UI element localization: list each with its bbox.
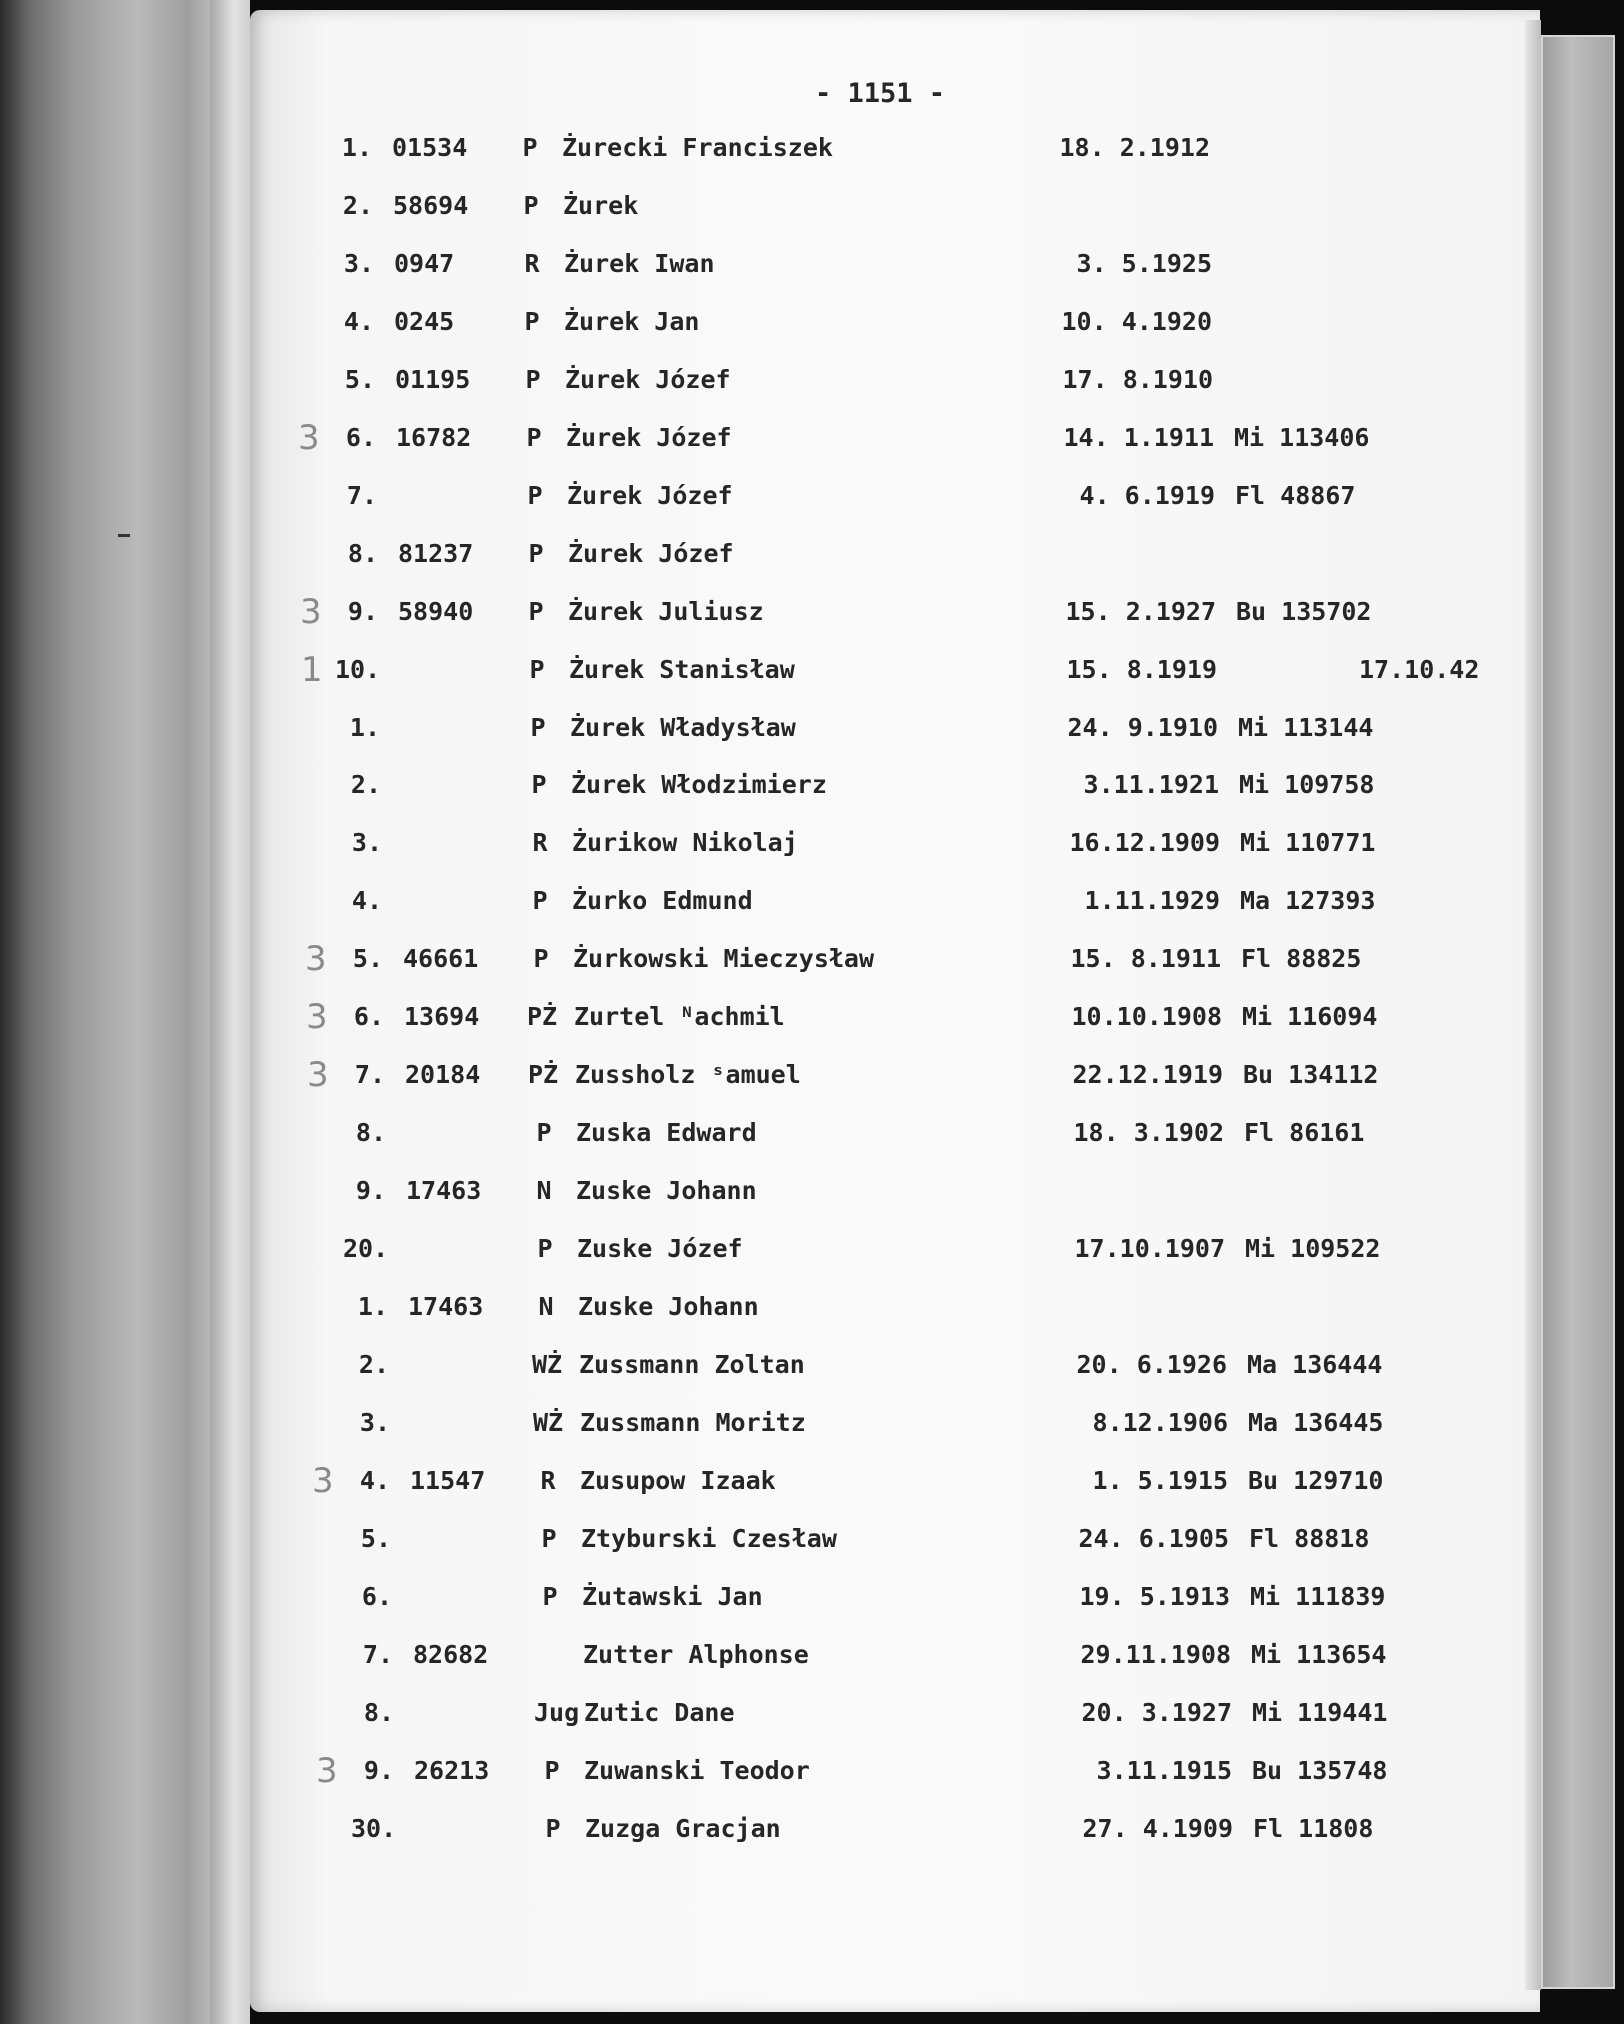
row-number: 2. <box>342 190 373 220</box>
reference-code: Bu 134112 <box>1243 1060 1379 1090</box>
nationality-code: P <box>531 770 547 800</box>
register-row <box>3 360 1624 400</box>
register-row <box>5 476 1624 516</box>
person-name: Zusupow Izaak <box>580 1465 776 1495</box>
register-number: 01195 <box>395 364 471 394</box>
register-number: 82682 <box>413 1639 489 1669</box>
person-name: Zuske Józef <box>577 1234 743 1264</box>
birth-date: 20. 3.1927 <box>1081 1697 1232 1727</box>
nationality-code: N <box>538 1292 554 1321</box>
row-number: 2. <box>350 770 381 800</box>
birth-date: 8.12.1906 <box>1092 1407 1228 1437</box>
register-row <box>1 186 1624 226</box>
birth-date: 3.11.1921 <box>1083 770 1219 800</box>
person-name: Zuwanski Teodor <box>584 1755 810 1785</box>
register-row <box>6 592 1624 632</box>
register-row <box>2 244 1624 284</box>
row-number: 8. <box>355 1118 386 1148</box>
reference-code: Mi 113406 <box>1234 422 1370 452</box>
register-row <box>19 1519 1624 1559</box>
register-number: 13694 <box>404 1002 480 1032</box>
register-row <box>23 1809 1624 1849</box>
register-row <box>14 1113 1624 1153</box>
nationality-code: P <box>524 306 540 336</box>
birth-date: 22.12.1919 <box>1072 1060 1223 1090</box>
person-name: Zurtel ᴺachmil <box>574 1002 785 1032</box>
reference-code: Bu 135702 <box>1236 596 1372 626</box>
birth-date: 24. 6.1905 <box>1078 1523 1229 1553</box>
nationality-code: P <box>528 596 544 626</box>
nationality-code: P <box>528 538 544 568</box>
reference-code: Mi 119441 <box>1252 1697 1388 1727</box>
birth-date: 4. 6.1919 <box>1079 480 1215 510</box>
nationality-code: P <box>526 422 542 452</box>
handwritten-mark: 3 <box>307 1055 329 1096</box>
register-row <box>15 1229 1624 1269</box>
reference-code: Fl 86161 <box>1244 1118 1365 1148</box>
register-number: 11547 <box>410 1465 486 1495</box>
person-name: Żurek <box>563 190 639 220</box>
register-row <box>13 1055 1624 1095</box>
person-name: Zuske Johann <box>576 1176 757 1206</box>
row-number: 6. <box>345 422 376 452</box>
nationality-code: N <box>536 1176 552 1206</box>
register-row <box>10 881 1624 921</box>
person-name: Żurecki Franciszek <box>562 133 833 162</box>
reference-code: Bu 135748 <box>1252 1755 1388 1785</box>
row-number: 30. <box>351 1813 397 1843</box>
reference-code: Mi 110771 <box>1240 828 1376 858</box>
row-number: 7. <box>354 1060 385 1090</box>
row-number: 5. <box>344 364 375 394</box>
person-name: Żurikow Nikolaj <box>572 828 798 858</box>
reference-code: Mi 113654 <box>1251 1639 1387 1669</box>
birth-date: 3.11.1915 <box>1096 1755 1232 1785</box>
reference-code: Mi 109522 <box>1245 1234 1381 1264</box>
register-number: 46661 <box>403 944 479 974</box>
person-name: Żurek Włodzimierz <box>571 770 827 800</box>
birth-date: 27. 4.1909 <box>1082 1813 1233 1843</box>
register-number: 16782 <box>396 422 472 452</box>
handwritten-mark: 1 <box>301 649 323 690</box>
reference-code: Mi 111839 <box>1250 1581 1386 1611</box>
row-number: 5. <box>360 1523 391 1553</box>
reference-code: Fl 11808 <box>1253 1813 1374 1843</box>
person-name: Żurek Iwan <box>564 248 715 278</box>
birth-date: 15. 8.1919 <box>1066 654 1217 684</box>
nationality-code: Jug <box>534 1697 580 1727</box>
handwritten-mark: 3 <box>298 417 320 458</box>
birth-date: 10. 4.1920 <box>1061 306 1212 336</box>
birth-date: 18. 2.1912 <box>1059 133 1210 162</box>
birth-date: 24. 9.1910 <box>1067 712 1218 742</box>
nationality-code: WŻ <box>532 1407 564 1437</box>
row-number: 4. <box>351 886 382 916</box>
nationality-code: P <box>533 944 549 974</box>
register-number: 17463 <box>408 1292 484 1321</box>
handwritten-mark: 3 <box>305 939 327 980</box>
register-row <box>4 418 1624 458</box>
person-name: Żurek Stanisław <box>569 654 795 684</box>
birth-date: 15. 2.1927 <box>1065 596 1216 626</box>
reference-code: Fl 88825 <box>1241 944 1362 974</box>
page-number: - 1151 - <box>814 78 946 109</box>
row-number: 9. <box>347 596 378 626</box>
reference-code: Ma 136445 <box>1248 1407 1384 1437</box>
birth-date: 17. 8.1910 <box>1062 364 1213 394</box>
register-number: 0947 <box>394 248 455 278</box>
nationality-code: P <box>522 133 538 162</box>
row-number: 8. <box>347 538 378 568</box>
person-name: Zussmann Zoltan <box>579 1349 805 1379</box>
register-number: 26213 <box>414 1755 490 1785</box>
register-row <box>14 1171 1624 1211</box>
row-number: 10. <box>335 654 381 684</box>
row-number: 20. <box>343 1234 389 1264</box>
person-name: Żurek Józef <box>568 538 734 568</box>
reference-code: Mi 109758 <box>1239 770 1375 800</box>
birth-date: 1.11.1929 <box>1084 886 1220 916</box>
birth-date: 1. 5.1915 <box>1092 1465 1228 1495</box>
register-row <box>8 708 1624 748</box>
person-name: Żurek Jan <box>564 306 700 336</box>
nationality-code: P <box>523 190 539 220</box>
register-row <box>22 1693 1624 1733</box>
person-name: Ztyburski Czesław <box>581 1523 837 1553</box>
register-row <box>18 1403 1624 1443</box>
register-number: 17463 <box>406 1176 482 1206</box>
row-number: 6. <box>353 1002 384 1032</box>
register-row <box>10 823 1624 863</box>
register-row <box>6 534 1624 574</box>
row-number: 1. <box>341 133 372 162</box>
birth-date: 15. 8.1911 <box>1070 944 1221 974</box>
register-row <box>20 1577 1624 1617</box>
register-row <box>17 1345 1624 1385</box>
reference-code: Ma 136444 <box>1247 1349 1383 1379</box>
person-name: Zutter Alphonse <box>583 1639 809 1669</box>
nationality-code: P <box>544 1755 560 1785</box>
person-name: Zuske Johann <box>578 1292 759 1321</box>
row-number: 4. <box>359 1465 390 1495</box>
birth-date: 14. 1.1911 <box>1063 422 1214 452</box>
register-row <box>21 1635 1624 1675</box>
extra-date: 17.10.42 <box>1359 654 1480 684</box>
nationality-code: P <box>537 1234 553 1264</box>
row-number: 3. <box>343 248 374 278</box>
person-name: Żurek Juliusz <box>568 596 764 626</box>
person-name: Żurek Józef <box>565 364 731 394</box>
handwritten-mark: 3 <box>312 1460 334 1501</box>
person-name: Żutawski Jan <box>582 1581 763 1611</box>
nationality-code: R <box>532 828 548 858</box>
row-number: 9. <box>355 1176 386 1206</box>
nationality-code: P <box>525 364 541 394</box>
row-number: 8. <box>363 1697 394 1727</box>
register-number: 01534 <box>392 133 468 162</box>
person-name: Zuska Edward <box>576 1118 757 1148</box>
nationality-code: P <box>536 1118 552 1148</box>
row-number: 2. <box>358 1349 389 1379</box>
handwritten-mark: 3 <box>306 997 328 1038</box>
nationality-code: P <box>545 1813 561 1843</box>
row-number: 5. <box>352 944 383 974</box>
register-row <box>11 939 1624 979</box>
birth-date: 29.11.1908 <box>1080 1639 1231 1669</box>
register-number: 0245 <box>394 306 455 336</box>
birth-date: 19. 5.1913 <box>1079 1581 1230 1611</box>
nationality-code: R <box>540 1465 556 1495</box>
birth-date: 3. 5.1925 <box>1076 248 1212 278</box>
register-number: 81237 <box>398 538 474 568</box>
row-number: 3. <box>359 1407 390 1437</box>
register-row <box>12 997 1624 1037</box>
nationality-code: P <box>529 654 545 684</box>
register-number: 58694 <box>393 190 469 220</box>
nationality-code: P <box>530 712 546 742</box>
register-number: 20184 <box>405 1060 481 1090</box>
nationality-code: WŻ <box>531 1349 563 1379</box>
reference-code: Fl 88818 <box>1249 1523 1370 1553</box>
nationality-code: P <box>542 1581 558 1611</box>
reference-code: Fl 48867 <box>1235 480 1356 510</box>
register-row <box>22 1751 1624 1791</box>
nationality-code: P <box>527 480 543 510</box>
row-number: 9. <box>363 1755 394 1785</box>
nationality-code: P <box>532 886 548 916</box>
reference-code: Ma 127393 <box>1240 886 1376 916</box>
birth-date: 10.10.1908 <box>1071 1002 1222 1032</box>
register-row <box>16 1287 1624 1327</box>
person-name: Zuzga Gracjan <box>585 1813 781 1843</box>
nationality-code: PŻ <box>526 1002 558 1032</box>
birth-date: 20. 6.1926 <box>1076 1349 1227 1379</box>
person-name: Żurkowski Mieczysław <box>573 944 875 974</box>
row-number: 3. <box>351 828 382 858</box>
register-row <box>7 650 1624 690</box>
register-row <box>0 128 1624 168</box>
person-name: Żurek Józef <box>567 480 733 510</box>
row-number: 1. <box>357 1292 388 1321</box>
person-name: Zussholz ˢamuel <box>575 1060 801 1090</box>
register-number: 58940 <box>398 596 474 626</box>
reference-code: Bu 129710 <box>1248 1465 1384 1495</box>
handwritten-mark: 3 <box>300 591 322 632</box>
reference-code: Mi 113144 <box>1238 712 1374 742</box>
person-name: Zutic Dane <box>584 1697 735 1727</box>
row-number: 1. <box>349 712 380 742</box>
row-number: 6. <box>361 1581 392 1611</box>
birth-date: 16.12.1909 <box>1069 828 1220 858</box>
nationality-code: P <box>541 1523 557 1553</box>
person-name: Żurko Edmund <box>572 886 753 916</box>
birth-date: 17.10.1907 <box>1074 1234 1225 1264</box>
register-row <box>9 765 1624 805</box>
person-name: Żurek Władysław <box>570 712 796 742</box>
register-row <box>2 302 1624 342</box>
nationality-code: PŻ <box>527 1060 559 1090</box>
row-number: 7. <box>346 480 377 510</box>
person-name: Zussmann Moritz <box>580 1407 806 1437</box>
register-row <box>18 1461 1624 1501</box>
nationality-code: R <box>524 248 540 278</box>
row-number: 4. <box>343 306 374 336</box>
reference-code: Mi 116094 <box>1242 1002 1378 1032</box>
row-number: 7. <box>362 1639 393 1669</box>
person-name: Żurek Józef <box>566 422 732 452</box>
handwritten-mark: 3 <box>316 1750 338 1791</box>
birth-date: 18. 3.1902 <box>1073 1118 1224 1148</box>
